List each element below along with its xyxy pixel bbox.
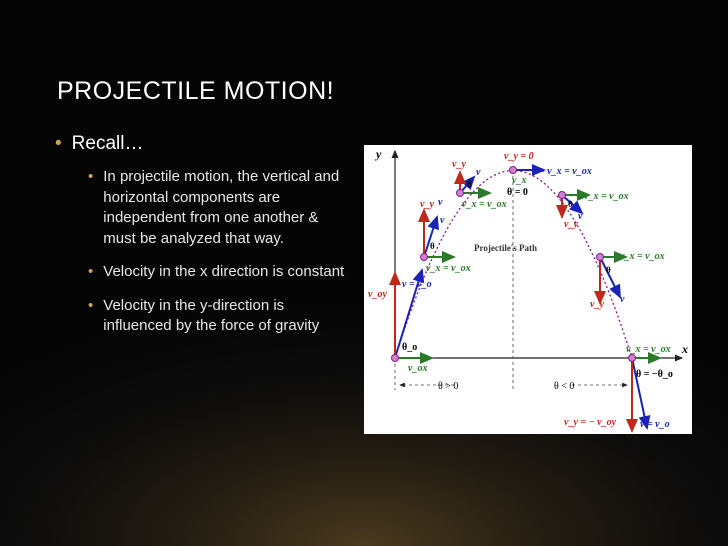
path-point [559,192,566,199]
vx-vox-label: v_x = v_ox [626,344,671,355]
theta-label: θ [467,179,472,189]
sub-bullet-text: In projectile motion, the vertical and horizontal components are independent from one another & must be analyzed that way. [103,168,340,247]
theta-label: θ [606,265,611,275]
path-point [457,190,464,197]
v-label: v [620,294,625,305]
vx-vox-label: v_x = v_ox [620,251,665,262]
path-point [597,254,604,261]
sub-bullet [88,262,355,283]
theta-negative-label: θ < 0 [554,381,575,392]
v0x-label: v_ox [408,363,428,374]
apex-vy-label: v_y = 0 [504,151,534,162]
v0y-label: v_oy [368,289,387,300]
bullet-dot: • [88,263,94,280]
vy-neg-label: v_y = − v_oy [564,417,617,428]
bullet-recall-text: Recall… [71,133,144,154]
vx-vox-label: v_x = v_ox [462,199,507,210]
sub-bullet-text: Velocity in the y-direction is influenced by the force of gravity [103,296,320,334]
apex-vx-label: v_x [512,175,527,186]
apex-theta-label: θ = 0 [507,187,528,198]
theta-neg-label: θ = −θ_o [636,369,673,380]
vy-label: v_y [420,199,434,210]
bullet-dot: • [88,168,94,185]
theta-label: θ [430,241,435,251]
v-descending-2 [600,257,620,297]
projectile-path-label: Projectile's Path [474,243,538,253]
theta-label: θ [568,199,573,209]
vy-label: v_y [590,299,604,310]
v-label: v [438,197,443,208]
theta0-label: θ_o [402,342,418,353]
apex-v-label: v = v_x = v_ox [532,166,592,177]
sub-bullet [88,167,355,249]
bullet-dot: • [88,296,94,314]
v-label: v [578,211,583,222]
slide-title: PROJECTILE MOTION! [57,77,335,105]
x-axis-label: x [682,342,688,356]
landing-point [629,355,636,362]
y-axis-label: y [376,147,382,161]
theta-positive-label: θ > 0 [438,381,459,392]
vy-label: v_y [452,159,466,170]
v0-label: v = v_o [402,279,432,290]
bullet-recall [55,133,355,155]
v-label: v [440,215,445,226]
v-label: v [476,167,481,178]
sub-bullet-text: Velocity in the x direction is constant [103,263,345,280]
projectile-diagram [364,145,692,434]
vx-vox-label: v_x = v_ox [426,263,471,274]
sub-bullet-list [88,167,355,337]
bullet-dot: • [55,133,62,154]
vy-label: v_y [564,219,578,230]
bullet-list [55,133,355,350]
path-point [421,254,428,261]
apex-point [510,167,517,174]
sub-bullet [88,296,355,337]
projectile-diagram-svg [364,145,692,434]
vx-vox-label: v_x = v_ox [584,191,629,202]
launch-point [392,355,399,362]
v-vo-label: v = v_o [640,419,670,430]
